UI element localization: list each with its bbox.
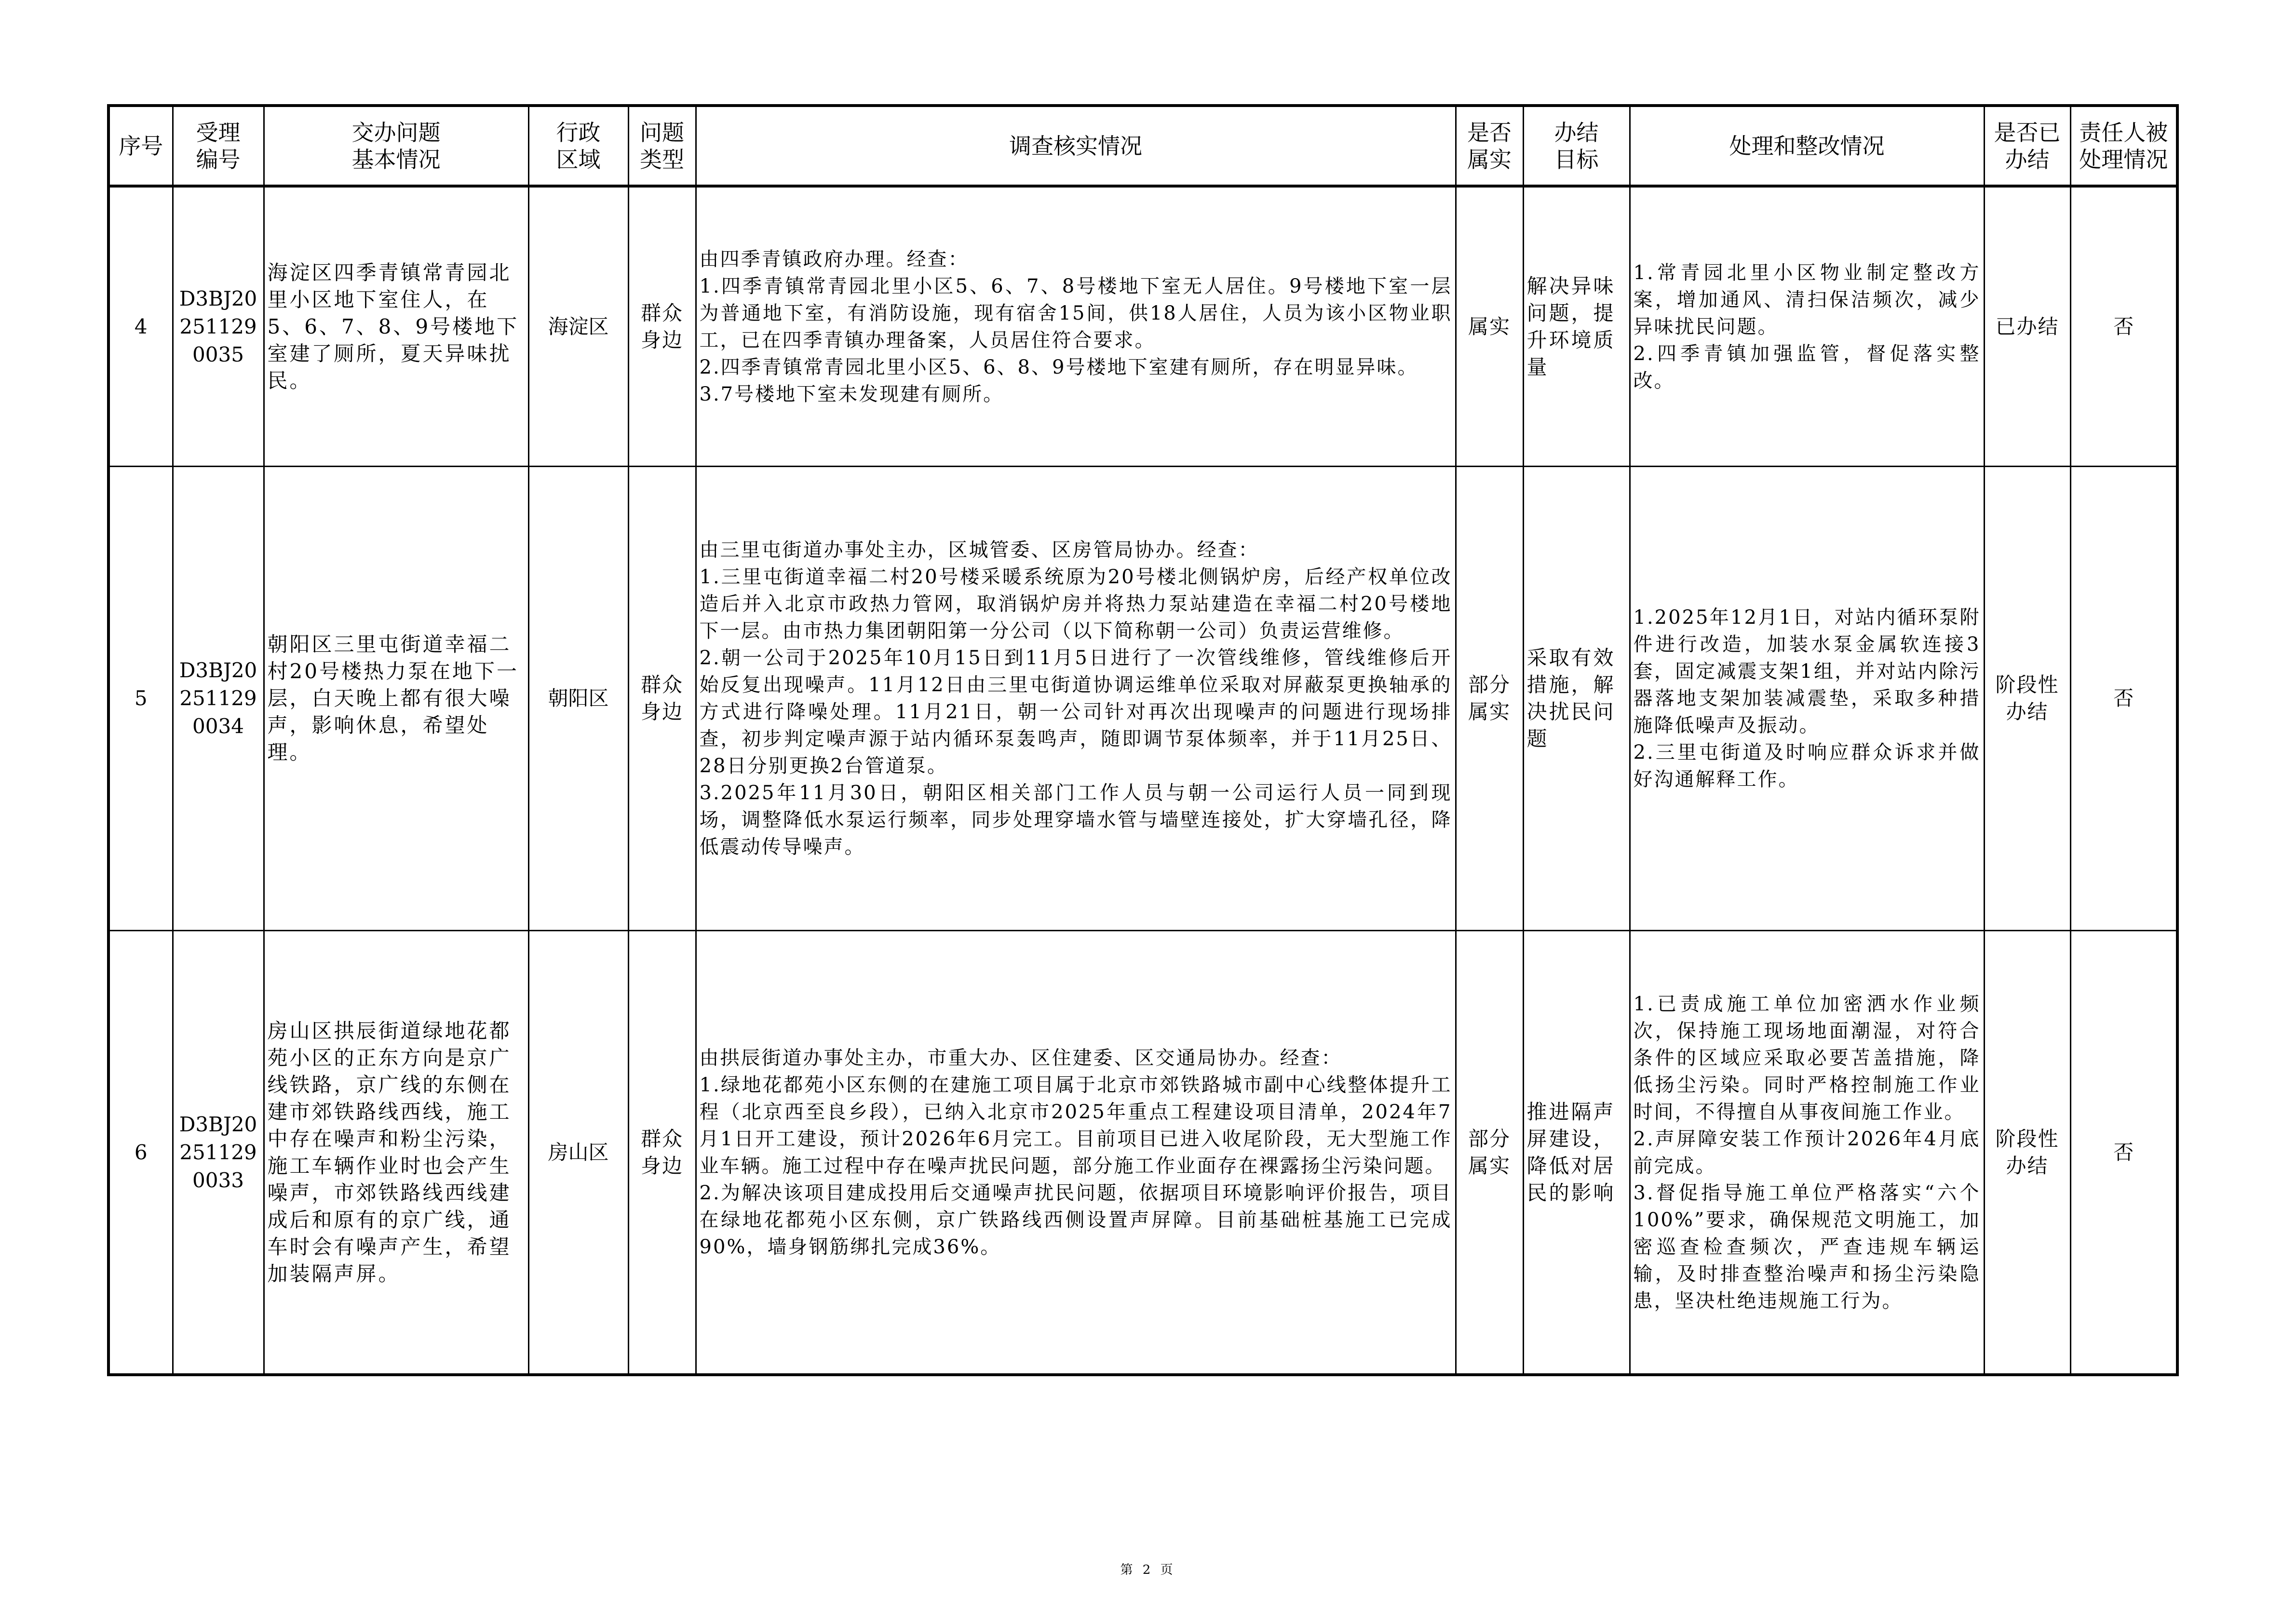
header-label: 处理和整改情况	[1729, 133, 1885, 159]
paragraph: 1.四季青镇常青园北里小区5、6、7、8号楼地下室无人居住。9号楼地下室一层为普通地下室，有消防设施，现有宿舍15间，供18人居住，人员为该小区物业职工，已在四季青镇办理备案，人员居住符合要求。	[699, 275, 1452, 351]
cell-closed: 已办结	[1984, 186, 2070, 467]
header-label: 序号	[119, 133, 163, 159]
header-rectification	[1630, 106, 1984, 186]
table-row	[108, 931, 2177, 1375]
paragraph: 2.朝一公司于2025年10月15日到11月5日进行了一次管线维修，管线维修后开始反复出现噪声。11月12日由三里屯街道协调运维单位采取对屏蔽泵更换轴承的方式进行降噪处理。11月21日，朝一公司针对再次出现噪声的问题进行现场排查，初步判定噪声源于站内循环泵轰鸣声，随即调节泵体频率，并于11月25日、28日分别更换2台管道泵。	[699, 647, 1452, 777]
paragraph: 由四季青镇政府办理。经查：	[699, 248, 969, 270]
cell-investigation	[696, 467, 1456, 931]
header-case-id	[173, 106, 264, 186]
header-verified	[1456, 106, 1523, 186]
header-problem	[264, 106, 528, 186]
cell-problem: 房山区拱辰街道绿地花都苑小区的正东方向是京广线铁路，京广线的东侧在建市郊铁路线西线，施工中存在噪声和粉尘污染，施工车辆作业时也会产生噪声，市郊铁路线西线建成后和原有的京广线，通车时会有噪声产生，希望加装隔声屏。	[264, 931, 528, 1375]
cell-accountability: 否	[2070, 186, 2177, 467]
paragraph: 由三里屯街道办事处主办，区城管委、区房管局协办。经查：	[699, 539, 1259, 561]
cell-goal: 推进隔声屏建设，降低对居民的影响	[1523, 931, 1630, 1375]
header-label: 调查核实情况	[1009, 133, 1142, 159]
header-label: 是否已 办结	[1994, 119, 2061, 173]
header-accountability	[2070, 106, 2177, 186]
cell-rectification	[1630, 931, 1984, 1375]
cell-seq: 6	[108, 931, 173, 1375]
paragraph: 2.四季青镇常青园北里小区5、6、8、9号楼地下室建有厕所，存在明显异味。	[699, 356, 1418, 378]
case-table	[107, 104, 2179, 1376]
cell-investigation	[696, 931, 1456, 1375]
header-type	[628, 106, 696, 186]
cell-case-id: D3BJ20251129 0033	[173, 931, 264, 1375]
paragraph: 1.绿地花都苑小区东侧的在建施工项目属于北京市郊铁路城市副中心线整体提升工程（北京西至良乡段），已纳入北京市2025年重点工程建设项目清单，2024年7月1日开工建设，预计2026年6月完工。目前项目已进入收尾阶段，无大型施工作业车辆。施工过程中存在噪声扰民问题，部分施工作业面存在裸露扬尘污染问题。	[699, 1073, 1452, 1177]
cell-closed: 阶段性办结	[1984, 931, 2070, 1375]
table-header-row	[108, 106, 2177, 186]
cell-type: 群众身边	[628, 186, 696, 467]
paragraph: 2.为解决该项目建成投用后交通噪声扰民问题，依据项目环境影响评价报告，项目在绿地花都苑小区东侧，京广铁路线西侧设置声屏障。目前基础桩基施工已完成90%，墙身钢筋绑扎完成36%。	[699, 1181, 1452, 1258]
cell-seq: 4	[108, 186, 173, 467]
cell-rectification	[1630, 467, 1984, 931]
header-district	[528, 106, 628, 186]
header-closed	[1984, 106, 2070, 186]
cell-goal: 解决异味问题，提升环境质量	[1523, 186, 1630, 467]
paragraph: 1.三里屯街道幸福二村20号楼采暖系统原为20号楼北侧锅炉房，后经产权单位改造后并入北京市政热力管网，取消锅炉房并将热力泵站建造在幸福二村20号楼地下一层。由市热力集团朝阳第一分公司（以下简称朝一公司）负责运营维修。	[699, 566, 1452, 642]
header-label: 是否 属实	[1467, 119, 1512, 173]
page-number: 第 2 页	[1120, 1563, 1176, 1577]
table-row	[108, 186, 2177, 467]
paragraph: 3.7号楼地下室未发现建有厕所。	[699, 383, 1004, 405]
header-label: 受理 编号	[196, 119, 241, 173]
header-label: 问题 类型	[640, 119, 684, 173]
cell-type: 群众身边	[628, 931, 696, 1375]
paragraph: 3.督促指导施工单位严格落实“六个100%”要求，确保规范文明施工，加密巡查检查频次，严查违规车辆运输，及时排查整治噪声和扬尘污染隐患，坚决杜绝违规施工行为。	[1633, 1181, 1981, 1312]
paragraph: 1.常青园北里小区物业制定整改方案，增加通风、清扫保洁频次，减少异味扰民问题。	[1633, 261, 1981, 338]
cell-case-id: D3BJ20251129 0034	[173, 467, 264, 931]
cell-district: 房山区	[528, 931, 628, 1375]
document-sheet	[107, 104, 2176, 1376]
header-investigation	[696, 106, 1456, 186]
cell-district: 朝阳区	[528, 467, 628, 931]
paragraph: 1.2025年12月1日，对站内循环泵附件进行改造，加装水泵金属软连接3套，固定减震支架1组，并对站内除污器落地支架加装减震垫，采取多种措施降低噪声及振动。	[1633, 606, 1981, 737]
cell-seq: 5	[108, 467, 173, 931]
cell-closed: 阶段性办结	[1984, 467, 2070, 931]
header-label: 交办问题 基本情况	[351, 119, 441, 173]
cell-rectification	[1630, 186, 1984, 467]
paragraph: 3.2025年11月30日，朝阳区相关部门工作人员与朝一公司运行人员一同到现场，调整降低水泵运行频率，同步处理穿墙水管与墙壁连接处，扩大穿墙孔径，降低震动传导噪声。	[699, 782, 1452, 858]
paragraph: 1.已责成施工单位加密洒水作业频次，保持施工现场地面潮湿，对符合条件的区域应采取必要苫盖措施，降低扬尘污染。同时严格控制施工作业时间，不得擅自从事夜间施工作业。	[1633, 993, 1981, 1123]
paragraph: 由拱辰街道办事处主办，市重大办、区住建委、区交通局协办。经查：	[699, 1046, 1342, 1069]
paragraph: 2.三里屯街道及时响应群众诉求并做好沟通解释工作。	[1633, 741, 1981, 791]
cell-verified: 部分属实	[1456, 467, 1523, 931]
paragraph: 2.声屏障安装工作预计2026年4月底前完成。	[1633, 1127, 1981, 1177]
header-goal	[1523, 106, 1630, 186]
header-label: 行政 区域	[556, 119, 601, 173]
cell-accountability: 否	[2070, 467, 2177, 931]
cell-verified: 部分属实	[1456, 931, 1523, 1375]
cell-type: 群众身边	[628, 467, 696, 931]
cell-verified: 属实	[1456, 186, 1523, 467]
header-seq	[108, 106, 173, 186]
cell-accountability: 否	[2070, 931, 2177, 1375]
cell-problem: 海淀区四季青镇常青园北里小区地下室住人，在5、6、7、8、9号楼地下室建了厕所，夏天异味扰民。	[264, 186, 528, 467]
cell-case-id: D3BJ20251129 0035	[173, 186, 264, 467]
cell-problem: 朝阳区三里屯街道幸福二村20号楼热力泵在地下一层，白天晚上都有很大噪声，影响休息，希望处理。	[264, 467, 528, 931]
table-row	[108, 467, 2177, 931]
cell-district: 海淀区	[528, 186, 628, 467]
header-label: 责任人被 处理情况	[2079, 119, 2168, 173]
header-label: 办结 目标	[1554, 119, 1599, 173]
paragraph: 2.四季青镇加强监管，督促落实整改。	[1633, 342, 1981, 392]
cell-investigation	[696, 186, 1456, 467]
cell-goal: 采取有效措施，解决扰民问题	[1523, 467, 1630, 931]
